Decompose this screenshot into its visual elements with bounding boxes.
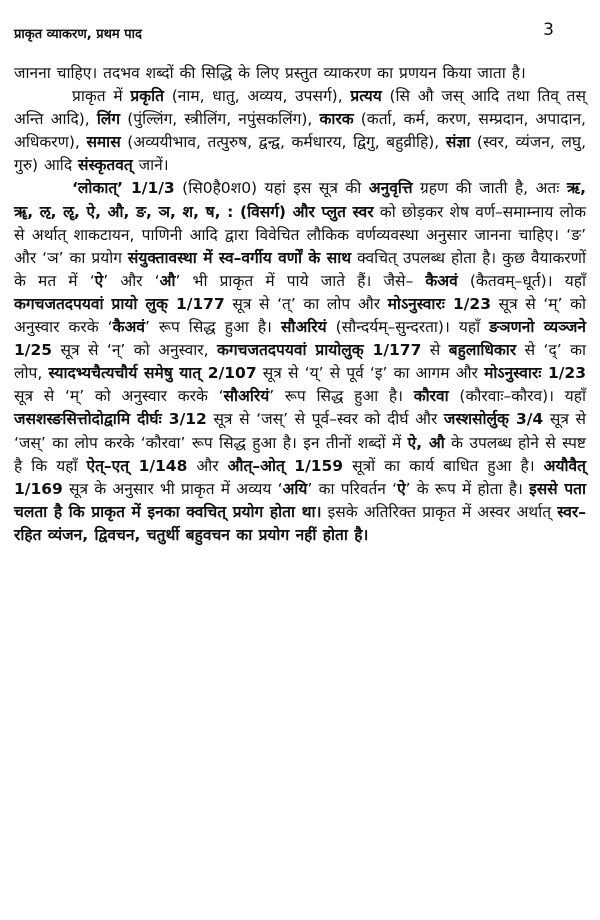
bold-term: अनुवृत्ति	[368, 179, 413, 198]
text-run: ’ के रूप में होता है।	[405, 479, 530, 498]
text-run: (कैतवम्–धूर्त)। यहाँ	[457, 271, 586, 290]
body-text	[14, 62, 586, 547]
text-run: सूत्र से ‘त्’ का लोप और	[224, 294, 388, 313]
bold-term: संज्ञा	[445, 133, 471, 152]
bold-term: ऋ, ॠ, ऌ, ॡ, ऐ, औ, ङ, ञ, श, ष, : (विसर्ग) और प्लुत स्वर	[14, 179, 586, 221]
text-run: इसके अतिरिक्त प्राकृत में अस्वर अर्थात्	[321, 502, 558, 521]
bold-term: जस्शसोर्लुक् 3/4	[443, 410, 544, 429]
bold-term: औ	[159, 271, 176, 290]
bold-term: अयौवैत् 1/169	[14, 456, 586, 498]
text-run: सूत्र से ‘जस्’ का लोप करके ‘कौरवा’ रूप सिद्ध हुआ है। इन तीनों शब्दों में	[14, 410, 586, 452]
bold-term: जसशस्ङसित्तोदोद्वामि दीर्घः 3/12	[14, 410, 207, 429]
text-run: (कर्ता, कर्म, करण, सम्प्रदान, अपादान, अधिकरण),	[14, 110, 586, 152]
bold-term: अयि	[282, 479, 308, 498]
bold-term: कगचजतदपयवां प्रायोलुक् 1/177	[217, 341, 422, 360]
text-run: (सि0है0श0) यहां इस सूत्र की	[174, 179, 369, 198]
text-run: के उपलब्ध होने से स्पष्ट है कि यहाँ	[14, 433, 586, 475]
bold-term: कौरवा	[413, 387, 449, 406]
bold-term: कैअवं	[425, 271, 458, 290]
bold-term: ऐ, औ	[407, 433, 445, 452]
bold-term: समास	[86, 133, 121, 152]
text-run: ’ भी प्राकृत में पाये जाते हैं। जैसे–	[175, 271, 426, 290]
bold-term: बहुलाधिकार	[448, 341, 517, 360]
text-run: सूत्र से ‘म्’ को अनुस्वार करके ‘	[14, 387, 224, 406]
text-run: ग्रहण की जाती है, अतः	[412, 179, 567, 198]
bold-term: प्रत्यय	[350, 87, 382, 106]
bold-term: लिंग	[96, 110, 121, 129]
bold-term: कगचजतदपयवां प्रायो लुक् 1/177	[14, 294, 225, 313]
text-run: (कौरवाः–कौरव)। यहाँ	[448, 387, 587, 406]
text-run: ’ और ‘	[103, 271, 160, 290]
bold-term: ऐ	[397, 479, 406, 498]
text-run: सूत्र से ‘न्’ को अनुस्वार,	[52, 341, 217, 360]
text-run: ’ का परिवर्तन ‘	[307, 479, 398, 498]
text-run: सूत्र से ‘य्’ से पूर्व ‘इ’ का आगम और	[256, 364, 485, 383]
text-run: ’ रूप सिद्ध हुआ है।	[144, 318, 281, 337]
text-run: सूत्र के अनुसार भी प्राकृत में अव्यय ‘	[62, 479, 283, 498]
bold-term: स्वर–रहित व्यंजन, द्विवचन, चतुर्थी बहुवचन का प्रयोग नहीं होता है।	[14, 502, 586, 544]
bold-term: स्यादभ्यचैत्यचौर्य समेषु यात् 2/107	[48, 364, 257, 383]
bold-term: ‘लोकात्’ 1/1/3	[72, 179, 175, 198]
bold-term: संस्कृतवत्	[77, 156, 133, 175]
bold-term: मोऽनुस्वारः 1/23	[484, 364, 586, 383]
bold-term: प्रकृति	[130, 87, 164, 106]
bold-term: मोऽनुस्वारः 1/23	[387, 294, 492, 313]
bold-term: इससे पता चलता है कि प्राकृत में इनका क्वचित् प्रयोग होता था।	[14, 479, 586, 521]
running-header: प्राकृत व्याकरण, प्रथम पाद	[14, 27, 142, 42]
text-run: (पुंल्लिंग, स्त्रीलिंग, नपुंसकलिंग),	[120, 110, 320, 129]
bold-term: ऐत्–एत् 1/148	[86, 456, 188, 475]
text-run: और	[187, 456, 228, 475]
bold-term: ऐ	[94, 271, 104, 290]
text-run: सूत्र से ‘जस्’ से पूर्व–स्वर को दीर्घ और	[206, 410, 444, 429]
text-run: ’ रूप सिद्ध हुआ है।	[269, 387, 414, 406]
text-run: क्वचित् उपलब्ध होता है। कुछ वैयाकरणों के मत में ‘	[14, 248, 586, 290]
text-run: जानना चाहिए। तदभव शब्दों की सिद्धि के लिए प्रस्तुत व्याकरण का प्रणयन किया जाता है।	[14, 64, 526, 82]
paragraph	[14, 62, 586, 85]
text-run: (स्वर, व्यंजन, लघु, गुरु) आदि	[14, 133, 587, 175]
text-run: (नाम, धातु, अव्यय, उपसर्ग),	[163, 87, 351, 106]
bold-term: सौअरियं	[280, 318, 327, 337]
text-run: (सौन्दर्यम्–सुन्दरता)। यहाँ	[326, 318, 490, 337]
page-number: 3	[543, 20, 554, 40]
text-run: को छोड़कर शेष वर्ण–समाम्नाय लोक से अर्थात् शाकटायन, पाणिनी आदि द्वारा विवेचित लौकिक वर्णव्यवस्था अनुसार जानना चाहिए। ‘ङ’ और ‘ञ’ का प्रयोग	[14, 202, 586, 267]
text-run: जानें।	[132, 156, 169, 175]
bold-term: कारक	[319, 110, 354, 129]
bold-term: संयुक्तावस्था में स्व–वर्गीय वर्णों के साथ	[127, 248, 352, 267]
text-run: से ‘द्’ का लोप,	[14, 341, 587, 383]
bold-term: सौअरियं	[223, 387, 270, 406]
text-run: (सि औ जस् आदि तथा तिव् तस् अन्ति आदि),	[14, 87, 586, 129]
bold-term: कैअवं	[112, 318, 145, 337]
text-run: से	[421, 341, 449, 360]
paragraph	[14, 177, 586, 547]
text-run: प्राकृत में	[72, 87, 131, 106]
paragraph	[14, 85, 586, 177]
text-run: सूत्र से ‘म्’ को अनुस्वार करके ‘	[14, 294, 586, 337]
text-run: (अव्ययीभाव, तत्पुरुष, द्वन्द्व, कर्मधारय, द्विगु, बहुव्रीहि),	[120, 133, 446, 152]
bold-term: औत्–ओत् 1/159	[227, 456, 344, 475]
text-run: सूत्रों का कार्य बाधित हुआ है।	[343, 456, 544, 475]
bold-term: ङञणनो व्यञ्जने 1/25	[14, 318, 586, 360]
